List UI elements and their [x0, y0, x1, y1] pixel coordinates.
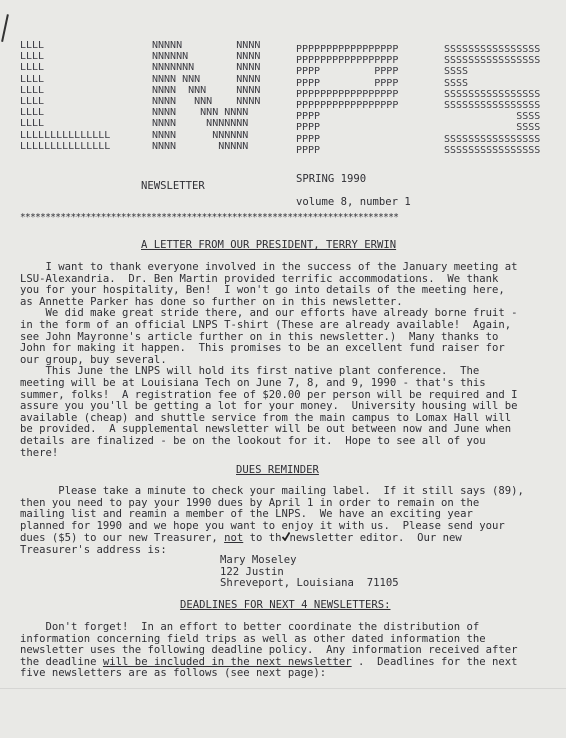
page-fold [0, 688, 566, 689]
lnps-banner [20, 40, 541, 156]
deadlines-text-end: . Deadlines for the next five newsletters are as follows (see next page): [20, 655, 518, 680]
star-divider: *************************************************************************** [20, 212, 399, 223]
deadlines-underlined-text: will be included in the next newsletter [102, 655, 352, 668]
issue-date: SPRING 1990 [296, 173, 367, 185]
dues-reminder-heading: DUES REMINDER [236, 464, 319, 476]
banner-letter-s: SSSSSSSSSSSSSSSS SSSSSSSSSSSSSSSS SSSS SSSS SSSSSSSSSSSSSSSS SSSSSSSSSSSSSSSS SSSS SSSS SSSSSSSSSSSSSSSS SSSSSSSSSSSSSSSS [444, 44, 541, 156]
pen-mark [1, 14, 8, 42]
dues-text-middle: to th [243, 532, 282, 545]
deadlines-heading: DEADLINES FOR NEXT 4 NEWSLETTERS: [180, 599, 391, 611]
issue-volume: volume 8, number 1 [296, 196, 411, 208]
dues-text-end: newsletter editor. Our new Treasurer's address is: [20, 532, 462, 556]
dues-text-not: not [224, 532, 244, 545]
deadlines-text-start: Don't forget! In an effort to better coordinate the distribution of information concerning field trips as well as other dated information the newsletter uses the following deadline policy. Any information received after the deadline [20, 621, 518, 668]
dues-reminder-body [20, 486, 556, 557]
banner-letter-l: LLLL LLLL LLLL LLLL LLLL LLLL LLLL LLLL LLLLLLLLLLLLLLL LLLLLLLLLLLLLLL [20, 40, 111, 152]
president-letter-body: I want to thank everyone involved in the success of the January meeting at LSU-Alexandria. Dr. Ben Martin provided terrific accommodations. We thank you for your hospitality, Ben! I won't go into details of the meeting here, as Annette Parker has done so further on in this newsletter. We did make great stride there, and our efforts have already borne fruit - in the form of an official LNPS T-shirt (These are already available! Again, see John Mayronne's article further on in this newsletter.) Many thanks to John for making it happen. This promises to be an excellent fund raiser for our group, buy several. This June the LNPS will hold its first native plant conference. The meeting will be at Louisiana Tech on June 7, 8, and 9, 1990 - that's this summer, folks! A registration fee of $20.00 per person will be required and I assure you you'll be getting a lot for your money. University housing will be available (cheap) and shuttle service from the main campus to Lomax Hall will be provided. A supplemental newsletter will be out between now and June when details are finalized - be on the lookout for it. Hope to see all of you there! [20, 261, 518, 459]
treasurer-address: Mary Moseley 122 Justin Shreveport, Louisiana 71105 [220, 554, 399, 590]
newsletter-label: NEWSLETTER [141, 180, 205, 192]
dues-text-start: Please take a minute to check your mailing label. If it still says (89), then you need to pay your 1990 dues by April 1 in order to remain on the mailing list and reamin a member of the LNPS. We have an exciting year planned for 1990 and we hope you want to enjoy it with us. Please send your dues ($5) to our new Treasurer, [20, 485, 524, 545]
banner-letter-p: PPPPPPPPPPPPPPPPP PPPPPPPPPPPPPPPPP PPPP PPPP PPPP PPPP PPPPPPPPPPPPPPPPP PPPPPPPPPPPPPPPPP PPPP PPPP PPPP PPPP [296, 44, 399, 156]
deadlines-body [20, 622, 556, 680]
president-letter-heading: A LETTER FROM OUR PRESIDENT, TERRY ERWIN [141, 239, 397, 251]
checkmark-icon [282, 532, 290, 545]
banner-letter-n: NNNNN NNNN NNNNNN NNNN NNNNNNN NNNN NNNN NNN NNNN NNNN NNN NNNN NNNN NNN NNNN NNNN NNN NNNN NNNN NNNNNNN NNNN NNNNNN NNNN NNNNN [152, 40, 261, 152]
